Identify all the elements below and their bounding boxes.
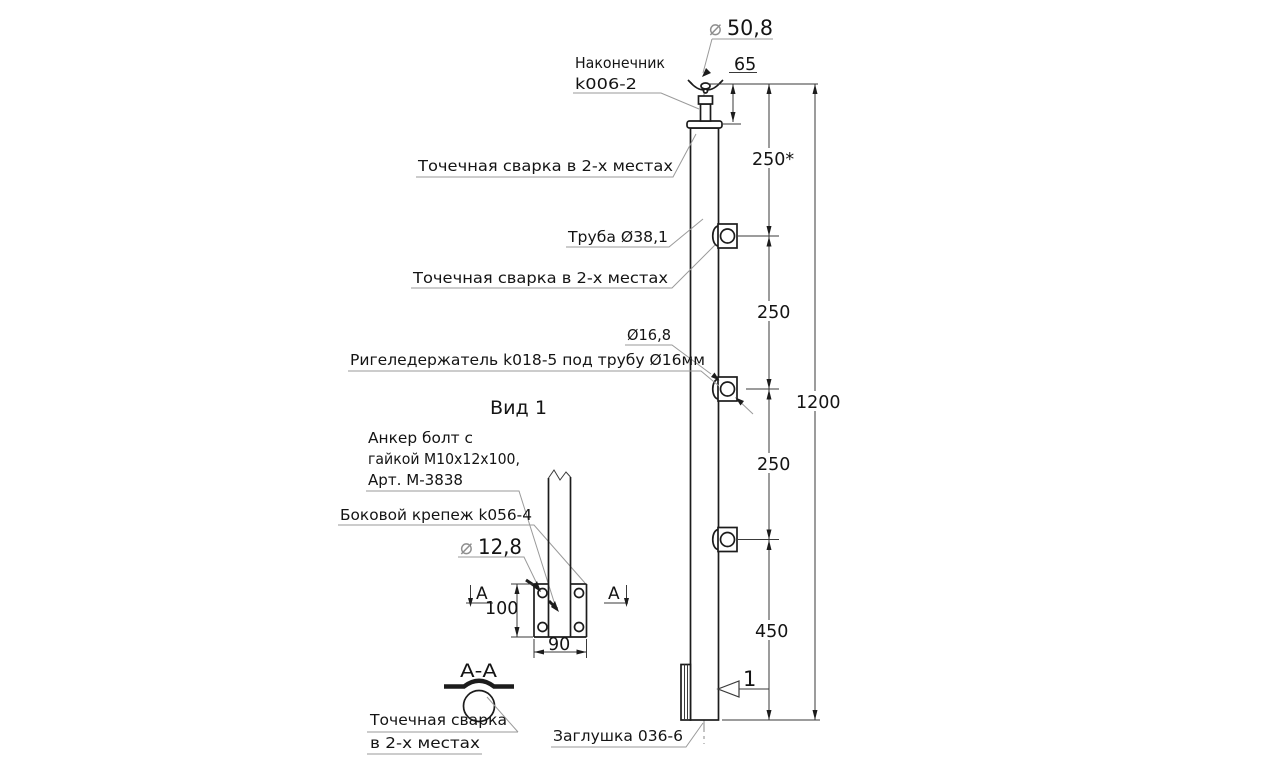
crossbar-bracket-bottom — [713, 528, 737, 552]
open-arrowhead — [718, 681, 739, 697]
mount-plate — [526, 580, 587, 637]
callout-text: Точечная сварка в 2-х местах — [411, 269, 668, 287]
view-direction-arrow-1 — [718, 667, 769, 697]
pipe-cap-ring — [687, 121, 722, 128]
marker-letter: А — [608, 584, 620, 604]
crossbar-bracket-top — [713, 224, 737, 248]
arrowhead — [731, 112, 736, 122]
callout-text: Ригеледержатель k018-5 под трубу Ø16мм — [350, 351, 705, 369]
break-line — [549, 470, 571, 480]
callout-leader — [703, 39, 712, 73]
dim-90: 90 — [548, 635, 571, 655]
hole-diameter-value: 12,8 — [478, 535, 522, 559]
clamp-strap — [444, 681, 514, 687]
section-title: А-А — [460, 660, 497, 682]
arrowhead — [731, 84, 736, 94]
dim-100: 100 — [485, 599, 519, 619]
arrowhead — [767, 379, 772, 389]
callout-spot-weld-mid — [411, 245, 715, 288]
callout-text-line2: k006-2 — [575, 75, 637, 93]
callout-crossbar-holder — [348, 351, 719, 386]
arrowhead — [813, 84, 818, 94]
pipe-body — [691, 128, 719, 720]
tip-hub-pin — [704, 89, 708, 93]
section-aa — [367, 660, 518, 754]
callout-text-line1: Наконечник — [575, 54, 665, 72]
dim-250star: 250* — [752, 150, 795, 170]
callout-end-cap — [551, 723, 703, 747]
diameter-symbol: ⌀ — [460, 535, 473, 559]
callout-text: Точечная сварка в 2-х местах — [416, 157, 673, 175]
callout-text: Труба Ø38,1 — [566, 228, 668, 246]
arrowhead — [767, 710, 772, 720]
callout-text-line2: гайкой М10х12х100, — [368, 450, 520, 468]
arrowhead — [515, 584, 520, 594]
callout-text: Боковой крепеж k056-4 — [340, 506, 532, 524]
callout-text-line1: Точечная сварка — [368, 711, 507, 729]
plate-hole — [538, 623, 547, 632]
arrowhead — [767, 530, 772, 540]
dim-250-b: 250 — [757, 455, 791, 475]
arrowhead — [767, 237, 772, 247]
view-number: 1 — [743, 667, 757, 691]
tip-stem — [701, 104, 711, 121]
plate-hole — [538, 589, 547, 598]
dim-plate-height — [485, 584, 533, 637]
callout-tip — [573, 54, 699, 109]
arrowhead — [767, 226, 772, 236]
callout-text-line1: Анкер болт с — [368, 429, 473, 447]
dim-65: 65 — [734, 55, 757, 75]
callout-leader — [458, 557, 539, 588]
callout-text: Ø16,8 — [627, 326, 671, 344]
dim-250-a: 250 — [757, 303, 791, 323]
view1-title: Вид 1 — [490, 397, 547, 419]
arrowhead — [767, 84, 772, 94]
dim-1200: 1200 — [796, 393, 841, 413]
plate-hole — [575, 589, 584, 598]
arrowhead — [577, 650, 587, 655]
arrowhead — [767, 540, 772, 550]
arrowhead — [515, 627, 520, 637]
plate-hole — [575, 623, 584, 632]
callout-section-weld — [367, 711, 518, 754]
arrowhead — [767, 390, 772, 400]
side-mount-plate-edge — [681, 665, 691, 721]
callout-pipe — [566, 219, 703, 247]
callout-spot-weld-top — [416, 134, 696, 177]
callout-text: Заглушка 036-6 — [553, 727, 683, 745]
tip-ring — [699, 96, 713, 104]
view1-detail — [338, 397, 629, 658]
arrowhead — [813, 710, 818, 720]
top-diameter-value: 50,8 — [727, 16, 773, 40]
diameter-symbol: ⌀ — [709, 16, 722, 40]
dim-450: 450 — [755, 622, 789, 642]
main-post-view — [681, 80, 769, 744]
callout-text-line2: в 2-х местах — [370, 734, 480, 752]
callout-leader — [348, 371, 719, 386]
crossbar-bracket-middle — [713, 377, 737, 401]
marker-letter: А — [476, 584, 488, 604]
callout-leader — [573, 93, 699, 109]
dim-plate-width — [534, 635, 587, 658]
callout-text-line3: Арт. М-3838 — [368, 471, 463, 489]
side-plate — [681, 665, 691, 721]
arrowhead — [534, 650, 544, 655]
section-marker-right — [604, 584, 629, 607]
